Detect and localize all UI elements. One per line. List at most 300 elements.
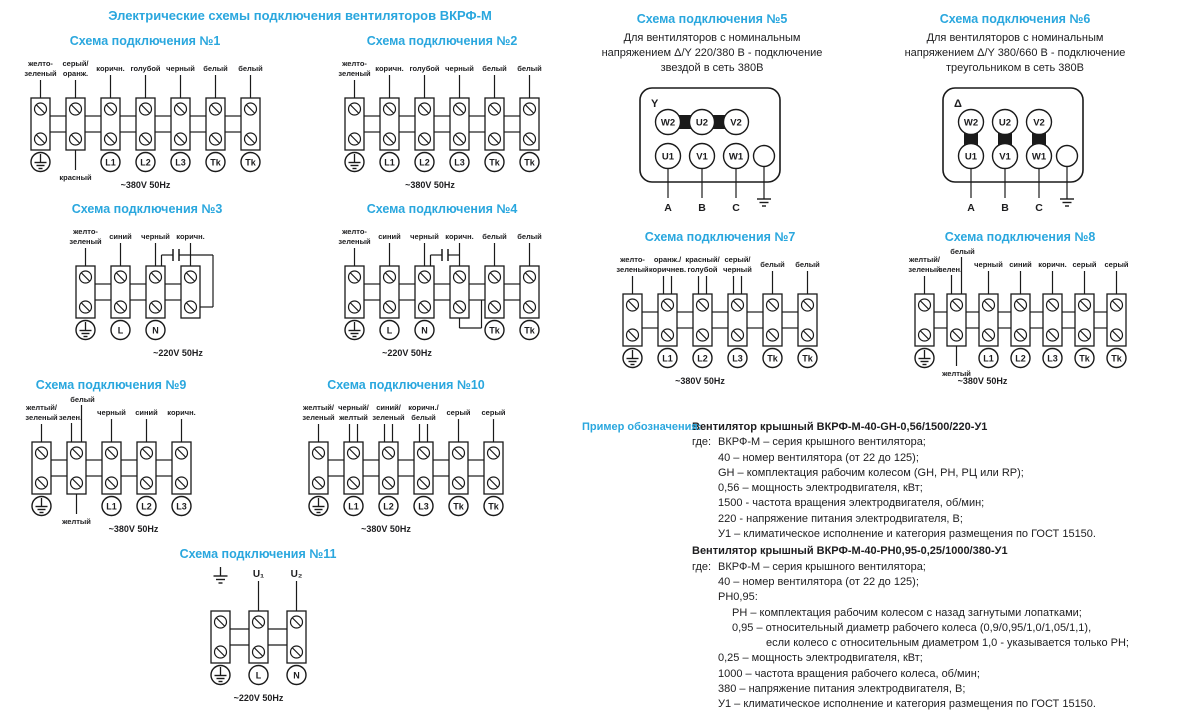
- voltage-label: ~380V 50Hz: [120, 180, 170, 190]
- terminal-block: [375, 64, 403, 172]
- screw-terminal-icon: [34, 133, 46, 145]
- wire-label: синий: [134, 408, 158, 417]
- motor-terminal: [959, 110, 984, 135]
- scheme-1-diagram: [7, 50, 284, 192]
- screw-terminal-icon: [348, 477, 360, 489]
- motor-terminal: [959, 144, 984, 169]
- wire-label: серый/ оранж.: [61, 59, 89, 78]
- wire-label: желтый: [61, 517, 91, 526]
- motor-terminal-label: V1: [999, 151, 1011, 163]
- ground-terminal-icon: [915, 349, 934, 368]
- terminal-block: [203, 64, 228, 172]
- wire-label: черный/ желтый: [338, 403, 369, 422]
- motor-terminal: [1057, 146, 1078, 167]
- motor-terminal: [690, 110, 715, 135]
- screw-terminal-icon: [214, 616, 226, 628]
- example-where-label: где:: [692, 436, 712, 449]
- wire-label: белый: [517, 232, 542, 241]
- screw-terminal-icon: [1078, 329, 1090, 341]
- terminal-block: [249, 569, 268, 685]
- phase-label: C: [732, 202, 740, 214]
- screw-terminal-icon: [80, 301, 92, 313]
- terminal-label: N: [152, 325, 159, 336]
- terminal-L: [380, 321, 399, 340]
- wire-label: коричн.: [95, 64, 125, 73]
- screw-terminal-icon: [35, 477, 47, 489]
- example-designation: [582, 420, 1184, 713]
- motor-terminal: [656, 110, 681, 135]
- screw-terminal-icon: [349, 301, 361, 313]
- terminal-N: [146, 321, 165, 340]
- screw-terminal-icon: [105, 447, 117, 459]
- motor-terminal: [993, 110, 1018, 135]
- wire-label: оранж./ коричнев.: [648, 255, 687, 274]
- terminal-block: [69, 227, 102, 340]
- terminal-Tk: [520, 321, 539, 340]
- ground-icon: [1060, 199, 1074, 206]
- example-line: РН0,95:: [718, 591, 758, 604]
- screw-terminal-icon: [105, 477, 117, 489]
- screw-terminal-icon: [244, 133, 256, 145]
- phase-label: C: [1035, 202, 1043, 214]
- screw-terminal-icon: [384, 301, 396, 313]
- motor-terminal-label: U2: [998, 117, 1012, 129]
- description-line: Для вентиляторов с номинальным: [623, 32, 801, 44]
- scheme-4: [318, 202, 566, 360]
- wire-label: серый: [446, 408, 471, 417]
- screw-terminal-icon: [524, 271, 536, 283]
- description-line: Для вентиляторов с номинальным: [926, 32, 1104, 44]
- example-line: ВКРФ-М – серия крышного вентилятора;: [718, 436, 926, 449]
- terminal-block: [445, 232, 473, 318]
- terminal-label: L1: [982, 353, 994, 364]
- wire-label: синий: [1008, 260, 1032, 269]
- terminal-L2: [693, 349, 712, 368]
- terminal-label: L3: [454, 157, 465, 168]
- scheme-5-title: Схема подключения №5: [636, 12, 788, 26]
- screw-terminal-icon: [1014, 329, 1026, 341]
- screw-terminal-icon: [384, 133, 396, 145]
- terminal-block: [1009, 260, 1032, 368]
- ground-terminal-icon: [76, 321, 95, 340]
- screw-terminal-icon: [209, 103, 221, 115]
- scheme-7-title: Схема подключения №7: [644, 230, 796, 244]
- terminal-block: [338, 59, 371, 172]
- example-line: 0,25 – мощность электродвигателя, кВт;: [718, 652, 923, 665]
- terminal-label: L2: [140, 501, 152, 512]
- wire-label: голубой: [409, 64, 440, 73]
- terminal-block: [25, 403, 58, 516]
- description-line: звездой в сеть 380В: [660, 62, 764, 74]
- scheme-8-diagram: [891, 246, 1150, 388]
- scheme-2: [318, 34, 566, 192]
- terminal-label: Tk: [489, 325, 500, 336]
- screw-terminal-icon: [454, 301, 466, 313]
- wire-label: черный: [96, 408, 126, 417]
- terminal-block: [135, 408, 158, 516]
- example-line: 1000 – частота вращения рабочего колеса, об/мин;: [718, 667, 980, 680]
- screw-terminal-icon: [349, 133, 361, 145]
- scheme-8: [886, 230, 1154, 388]
- screw-terminal-icon: [104, 133, 116, 145]
- terminal-label: Tk: [524, 157, 535, 168]
- terminal-Tk: [484, 497, 503, 516]
- example-line: 40 – номер вентилятора (от 22 до 125);: [718, 451, 919, 464]
- example-lines: [692, 560, 1184, 713]
- example-item: [582, 544, 1184, 712]
- screw-terminal-icon: [150, 271, 162, 283]
- scheme-10-diagram: [285, 394, 527, 536]
- terminal-L1: [658, 349, 677, 368]
- wire-label: коричн.: [1037, 260, 1067, 269]
- screw-terminal-icon: [982, 329, 994, 341]
- scheme-5-diagram: [632, 80, 792, 220]
- example-line: 0,56 – мощность электродвигателя, кВт;: [718, 482, 923, 495]
- terminal-label: L1: [384, 157, 395, 168]
- scheme-9: [0, 378, 224, 536]
- screw-terminal-icon: [489, 301, 501, 313]
- terminal-block: [96, 64, 124, 172]
- example-line: 40 – номер вентилятора (от 22 до 125);: [718, 575, 919, 588]
- wire-label: серый: [1072, 260, 1096, 269]
- screw-terminal-icon: [290, 646, 302, 658]
- screw-terminal-icon: [185, 301, 197, 313]
- example-line: У1 – климатическое исполнение и категория размещения по ГОСТ 15150.: [718, 528, 1096, 541]
- terminal-Tk: [520, 153, 539, 172]
- screw-terminal-icon: [139, 133, 151, 145]
- terminal-L2: [379, 497, 398, 516]
- motor-terminal-label: U2: [695, 117, 709, 129]
- terminal-label: Tk: [488, 501, 499, 512]
- scheme-6-diagram: [935, 80, 1095, 220]
- screw-terminal-icon: [348, 447, 360, 459]
- terminal-Tk: [485, 153, 504, 172]
- ground-terminal-icon: [345, 153, 364, 172]
- screw-terminal-icon: [34, 103, 46, 115]
- wire-label: белый: [760, 260, 785, 269]
- motor-terminal-label: W1: [1031, 151, 1047, 163]
- motor-terminal: [1027, 110, 1052, 135]
- screw-terminal-icon: [70, 447, 82, 459]
- terminal-L: [111, 321, 130, 340]
- motor-terminal-label: V2: [1033, 117, 1045, 129]
- screw-terminal-icon: [313, 447, 325, 459]
- example-where-label: где:: [692, 560, 712, 573]
- screw-terminal-icon: [1046, 329, 1058, 341]
- terminal-block: [24, 59, 57, 172]
- terminal-block: [176, 232, 204, 318]
- voltage-label: ~220V 50Hz: [233, 693, 283, 703]
- scheme-6-description: [871, 31, 1159, 76]
- terminal-block: [130, 64, 160, 172]
- terminal-label: Tk: [244, 157, 256, 168]
- phase-label: B: [698, 202, 706, 214]
- screw-terminal-icon: [174, 103, 186, 115]
- terminal-block: [482, 232, 507, 340]
- screw-terminal-icon: [767, 299, 779, 311]
- wire-label: желтый/ зеленый: [302, 403, 335, 422]
- terminal-label: N: [292, 670, 300, 681]
- terminal-N: [287, 666, 306, 685]
- terminal-block: [59, 59, 92, 182]
- motor-terminal: [724, 144, 749, 169]
- terminal-label: L1: [662, 353, 673, 364]
- terminal-Tk: [1075, 349, 1094, 368]
- screw-terminal-icon: [950, 299, 962, 311]
- scheme-3: [34, 202, 260, 360]
- screw-terminal-icon: [349, 103, 361, 115]
- screw-terminal-icon: [419, 271, 431, 283]
- motor-terminal-label: V2: [730, 117, 742, 129]
- screw-terminal-icon: [1110, 299, 1122, 311]
- description-line: напряжением Δ/Y 380/660 В - подключение: [904, 47, 1126, 59]
- terminal-block: [445, 64, 474, 172]
- screw-terminal-icon: [349, 271, 361, 283]
- example-model-name: Вентилятор крышный ВКРФ-М-40-РН0,95-0,25/1000/380-У1: [692, 545, 1008, 558]
- wire-label: черный: [141, 232, 170, 241]
- screw-terminal-icon: [419, 133, 431, 145]
- screw-terminal-icon: [175, 477, 187, 489]
- voltage-label: ~380V 50Hz: [957, 376, 1007, 386]
- wire-label: коричн.: [375, 64, 404, 73]
- wire-label: синий/ зеленый: [372, 403, 405, 422]
- screw-terminal-icon: [697, 329, 709, 341]
- scheme-11-diagram: [187, 563, 330, 705]
- screw-terminal-icon: [140, 477, 152, 489]
- terminal-label: Tk: [1078, 353, 1090, 364]
- screw-terminal-icon: [488, 447, 500, 459]
- terminal-Tk: [449, 497, 468, 516]
- terminal-block: [338, 403, 370, 516]
- terminal-label: L2: [383, 501, 394, 512]
- terminal-label: Tk: [489, 157, 500, 168]
- terminal-Tk: [798, 349, 817, 368]
- ground-icon: [213, 567, 227, 583]
- scheme-4-diagram: [321, 218, 563, 360]
- wire-label: U₂: [290, 569, 302, 580]
- terminal-block: [287, 569, 306, 685]
- wire-label: синий: [378, 232, 401, 241]
- wire-label: желто-зеленый: [338, 59, 371, 78]
- wire-label: желто-зеленый: [616, 255, 649, 274]
- screw-terminal-icon: [453, 477, 465, 489]
- screw-terminal-icon: [489, 271, 501, 283]
- terminal-L3: [1043, 349, 1062, 368]
- screw-terminal-icon: [982, 299, 994, 311]
- motor-terminal: [656, 144, 681, 169]
- screw-terminal-icon: [418, 477, 430, 489]
- motor-terminal: [1027, 144, 1052, 169]
- ground-terminal-icon: [211, 666, 230, 685]
- wire-label: белый: [202, 64, 228, 73]
- terminal-L: [249, 666, 268, 685]
- terminal-block: [211, 567, 230, 685]
- terminal-L2: [136, 153, 155, 172]
- screw-terminal-icon: [175, 447, 187, 459]
- screw-terminal-icon: [252, 616, 264, 628]
- terminal-block: [723, 255, 752, 368]
- scheme-6-title: Схема подключения №6: [939, 12, 1091, 26]
- wire-label: белый: [69, 395, 95, 404]
- terminal-block: [408, 403, 439, 516]
- screw-terminal-icon: [174, 133, 186, 145]
- terminal-label: Tk: [767, 353, 778, 364]
- example-line: РН – комплектация рабочим колесом с назад загнутыми лопатками;: [732, 606, 1082, 619]
- motor-terminal-label: W2: [660, 117, 676, 129]
- terminal-block: [482, 64, 507, 172]
- screw-terminal-icon: [115, 301, 127, 313]
- wire-label: черный: [445, 64, 474, 73]
- motor-terminal-label: W2: [963, 117, 979, 129]
- screw-terminal-icon: [453, 447, 465, 459]
- screw-terminal-icon: [115, 271, 127, 283]
- scheme-5: [568, 12, 856, 220]
- motor-terminal: [690, 144, 715, 169]
- motor-terminal: [724, 110, 749, 135]
- example-line: 0,95 – относительный диаметр рабочего колеса (0,9/0,95/1,0/1,05/1,1),: [732, 621, 1092, 634]
- screw-terminal-icon: [627, 329, 639, 341]
- terminal-block: [517, 64, 542, 172]
- example-item: [582, 420, 1184, 542]
- terminal-L2: [415, 153, 434, 172]
- wire-label: черный: [973, 260, 1003, 269]
- screw-terminal-icon: [454, 103, 466, 115]
- wire-label: желтый/ зеленый: [907, 255, 941, 274]
- terminal-label: N: [421, 325, 428, 336]
- terminal-Tk: [241, 153, 260, 172]
- terminal-label: L3: [174, 157, 186, 168]
- scheme-3-title: Схема подключения №3: [71, 202, 223, 216]
- screw-terminal-icon: [383, 447, 395, 459]
- ground-terminal-icon: [345, 321, 364, 340]
- screw-terminal-icon: [80, 271, 92, 283]
- terminal-label: L3: [418, 501, 429, 512]
- screw-terminal-icon: [383, 477, 395, 489]
- terminal-N: [415, 321, 434, 340]
- scheme-9-title: Схема подключения №9: [35, 378, 187, 392]
- terminal-L1: [102, 497, 121, 516]
- terminal-block: [372, 403, 405, 516]
- terminal-block: [1038, 260, 1066, 368]
- terminal-block: [141, 232, 170, 340]
- wire-label: желто-зеленый: [23, 59, 57, 78]
- terminal-block: [409, 64, 439, 172]
- example-line: 1500 - частота вращения электродвигателя, об/мин;: [718, 497, 985, 510]
- voltage-label: ~220V 50Hz: [153, 348, 203, 358]
- wire-label: красный: [58, 173, 92, 182]
- wire-label: белый: [482, 232, 507, 241]
- screw-terminal-icon: [950, 329, 962, 341]
- capacitor: [431, 249, 460, 266]
- terminal-block: [1104, 260, 1128, 368]
- screw-terminal-icon: [732, 329, 744, 341]
- wire-label: белый: [237, 64, 263, 73]
- scheme-1: [6, 34, 284, 192]
- screw-terminal-icon: [209, 133, 221, 145]
- screw-terminal-icon: [802, 329, 814, 341]
- terminal-label: L2: [139, 157, 151, 168]
- motor-terminal-label: V1: [696, 151, 708, 163]
- motor-terminal-label: U1: [661, 151, 675, 163]
- terminal-L3: [728, 349, 747, 368]
- scheme-1-title: Схема подключения №1: [69, 34, 221, 48]
- screw-terminal-icon: [419, 301, 431, 313]
- wire-label: черный: [410, 232, 439, 241]
- terminal-label: L: [117, 325, 124, 336]
- winding-type-label: Δ: [954, 98, 962, 110]
- terminal-block: [97, 408, 126, 516]
- terminal-label: L2: [419, 157, 430, 168]
- terminal-L3: [171, 153, 190, 172]
- terminal-L3: [172, 497, 191, 516]
- screw-terminal-icon: [69, 133, 81, 145]
- terminal-label: L1: [348, 501, 359, 512]
- terminal-label: L3: [175, 501, 187, 512]
- example-line: если колесо с относительным диаметром 1,0 - указывается только РН;: [766, 637, 1129, 650]
- voltage-label: ~380V 50Hz: [675, 376, 725, 386]
- ground-terminal-icon: [623, 349, 642, 368]
- wire-label: белый: [795, 260, 820, 269]
- scheme-6: [871, 12, 1159, 220]
- wire-label: зелен.: [938, 265, 962, 274]
- terminal-block: [167, 408, 195, 516]
- terminal-L3: [450, 153, 469, 172]
- screw-terminal-icon: [139, 103, 151, 115]
- wire-label: серый: [1104, 260, 1128, 269]
- terminal-block: [238, 64, 263, 172]
- phase-label: A: [967, 202, 975, 214]
- screw-terminal-icon: [489, 103, 501, 115]
- terminal-block: [482, 408, 506, 516]
- screw-terminal-icon: [918, 299, 930, 311]
- scheme-4-title: Схема подключения №4: [366, 202, 518, 216]
- terminal-block: [447, 408, 471, 516]
- motor-terminal: [754, 146, 775, 167]
- ground-icon: [757, 199, 771, 206]
- screw-terminal-icon: [252, 646, 264, 658]
- terminal-block: [109, 232, 132, 340]
- terminal-block: [517, 232, 542, 340]
- screw-terminal-icon: [244, 103, 256, 115]
- wire-label: желто-зеленый: [338, 227, 371, 246]
- screw-terminal-icon: [1078, 299, 1090, 311]
- example-model-name: Вентилятор крышный ВКРФ-М-40-GH-0,56/1500/220-У1: [692, 421, 988, 433]
- terminal-block: [974, 260, 1003, 368]
- terminal-label: L: [386, 325, 393, 336]
- terminal-label: L1: [105, 501, 117, 512]
- wire-label: желтый: [941, 369, 971, 378]
- screw-terminal-icon: [69, 103, 81, 115]
- terminal-block: [410, 232, 439, 340]
- terminal-block: [378, 232, 401, 340]
- example-line: ВКРФ-М – серия крышного вентилятора;: [718, 560, 926, 573]
- wire-label: коричн./ белый: [408, 403, 439, 422]
- terminal-block: [908, 255, 941, 368]
- terminal-L3: [414, 497, 433, 516]
- scheme-11-title: Схема подключения №11: [179, 547, 337, 561]
- screw-terminal-icon: [524, 133, 536, 145]
- screw-terminal-icon: [185, 271, 197, 283]
- screw-terminal-icon: [313, 477, 325, 489]
- terminal-label: L: [255, 670, 261, 681]
- wire-label: черный: [165, 64, 195, 73]
- screw-terminal-icon: [214, 646, 226, 658]
- example-head: [582, 420, 1184, 435]
- screw-terminal-icon: [140, 447, 152, 459]
- screw-terminal-icon: [627, 299, 639, 311]
- example-line: GH – комплектация рабочим колесом (GH, PH, РЦ или RP);: [718, 466, 1024, 479]
- terminal-block: [338, 227, 371, 340]
